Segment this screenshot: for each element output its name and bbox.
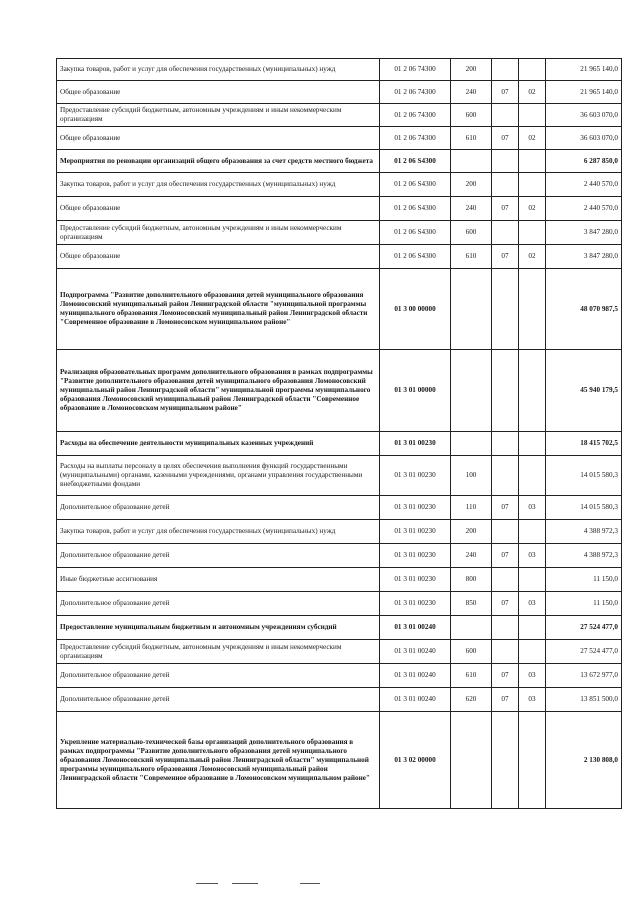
row-name: Закупка товаров, работ и услуг для обеспечения государственных (муниципальных) нужд: [57, 59, 380, 81]
row-subsection: 02: [519, 81, 546, 104]
row-expense-type: 100: [451, 456, 492, 496]
row-subsection: [519, 616, 546, 640]
table-row: [57, 520, 622, 544]
row-section: 07: [492, 544, 519, 568]
table-row: [57, 150, 622, 173]
row-target-code: 01 2 06 74300: [380, 81, 451, 104]
row-target-code: 01 2 06 74300: [380, 104, 451, 127]
row-subsection: 03: [519, 544, 546, 568]
row-target-code: 01 3 01 00230: [380, 456, 451, 496]
row-amount: 11 150,0: [546, 568, 622, 592]
row-amount: 6 287 850,0: [546, 150, 622, 173]
row-expense-type: 200: [451, 59, 492, 81]
row-name: Мероприятия по реновации организаций общего образования за счет средств местного бюджета: [57, 150, 380, 173]
row-amount: 2 130 808,0: [546, 712, 622, 809]
row-target-code: 01 3 01 00230: [380, 520, 451, 544]
row-expense-type: 610: [451, 245, 492, 269]
row-expense-type: 200: [451, 520, 492, 544]
table-row: [57, 568, 622, 592]
row-name: Предоставление субсидий бюджетным, автономным учреждениям и иным некоммерческим организациям: [57, 221, 380, 245]
row-target-code: 01 3 01 00230: [380, 568, 451, 592]
row-expense-type: 600: [451, 221, 492, 245]
row-name: Предоставление муниципальным бюджетным и автономным учреждениям субсидий: [57, 616, 380, 640]
row-subsection: 03: [519, 688, 546, 712]
row-target-code: 01 3 01 00000: [380, 350, 451, 432]
row-subsection: [519, 520, 546, 544]
row-subsection: 03: [519, 592, 546, 616]
row-section: [492, 221, 519, 245]
row-amount: 2 440 570,0: [546, 173, 622, 197]
row-target-code: 01 3 01 00240: [380, 688, 451, 712]
row-expense-type: 800: [451, 568, 492, 592]
footer-mark: [232, 883, 258, 884]
row-name: Расходы на выплаты персоналу в целях обеспечения выполнения функций государственными (муниципальными) органами, казенными учреждениями, органами управления государственными внебюджетными фондами: [57, 456, 380, 496]
row-subsection: [519, 150, 546, 173]
row-amount: 21 965 140,0: [546, 81, 622, 104]
row-amount: 13 672 977,0: [546, 664, 622, 688]
row-section: [492, 269, 519, 350]
row-subsection: [519, 269, 546, 350]
row-section: 07: [492, 197, 519, 221]
row-section: [492, 568, 519, 592]
row-subsection: 02: [519, 127, 546, 150]
table-row: [57, 104, 622, 127]
row-section: 07: [492, 688, 519, 712]
table-row: [57, 616, 622, 640]
row-subsection: [519, 173, 546, 197]
row-section: [492, 616, 519, 640]
row-name: Дополнительное образование детей: [57, 496, 380, 520]
table-row: [57, 127, 622, 150]
row-amount: 18 415 702,5: [546, 432, 622, 456]
row-subsection: [519, 640, 546, 664]
table-row: [57, 197, 622, 221]
row-section: 07: [492, 592, 519, 616]
row-subsection: [519, 456, 546, 496]
row-amount: 11 150,0: [546, 592, 622, 616]
row-section: 07: [492, 81, 519, 104]
row-amount: 2 440 570,0: [546, 197, 622, 221]
row-subsection: [519, 350, 546, 432]
row-expense-type: 600: [451, 640, 492, 664]
table-row: [57, 544, 622, 568]
row-amount: 3 847 280,0: [546, 221, 622, 245]
row-expense-type: [451, 616, 492, 640]
row-name: Общее образование: [57, 197, 380, 221]
row-amount: 14 015 580,3: [546, 496, 622, 520]
row-name: Реализация образовательных программ дополнительного образования в рамках подпрограммы "Развитие дополнительного образования детей муниципального образования Ломоносовский муниципальный район Ленинградской области" муниципальной программы муниципального образования Ломоносовский муниципальный район Ленинградской области "Современное образование в Ломоносовском муниципальном районе": [57, 350, 380, 432]
row-name: Закупка товаров, работ и услуг для обеспечения государственных (муниципальных) нужд: [57, 173, 380, 197]
row-name: Подпрограмма "Развитие дополнительного образования детей муниципального образования Ломоносовский муниципальный район Ленинградской области "муниципальной программы муниципального образования Ломоносовский муниципальный район Ленинградской области "Современное образование в Ломоносовском муниципальном районе": [57, 269, 380, 350]
row-target-code: 01 3 00 00000: [380, 269, 451, 350]
row-name: Расходы на обеспечение деятельности муниципальных казенных учреждений: [57, 432, 380, 456]
budget-table-body: [57, 59, 622, 809]
table-row: [57, 432, 622, 456]
row-expense-type: 600: [451, 104, 492, 127]
row-expense-type: [451, 350, 492, 432]
row-subsection: 03: [519, 664, 546, 688]
row-target-code: 01 3 01 00240: [380, 664, 451, 688]
row-section: 07: [492, 245, 519, 269]
row-target-code: 01 3 01 00230: [380, 432, 451, 456]
row-amount: 3 847 280,0: [546, 245, 622, 269]
row-expense-type: 610: [451, 127, 492, 150]
table-row: [57, 269, 622, 350]
table-row: [57, 59, 622, 81]
row-section: [492, 432, 519, 456]
row-expense-type: 610: [451, 664, 492, 688]
row-subsection: 02: [519, 197, 546, 221]
row-subsection: [519, 59, 546, 81]
row-name: Дополнительное образование детей: [57, 688, 380, 712]
row-expense-type: [451, 712, 492, 809]
row-amount: 36 603 070,0: [546, 127, 622, 150]
row-subsection: [519, 568, 546, 592]
row-section: [492, 640, 519, 664]
row-name: Общее образование: [57, 81, 380, 104]
row-name: Предоставление субсидий бюджетным, автономным учреждениям и иным некоммерческим организациям: [57, 640, 380, 664]
row-target-code: 01 2 06 74300: [380, 127, 451, 150]
row-section: [492, 173, 519, 197]
row-section: [492, 59, 519, 81]
row-section: [492, 456, 519, 496]
table-row: [57, 81, 622, 104]
table-row: [57, 640, 622, 664]
row-expense-type: 110: [451, 496, 492, 520]
row-target-code: 01 3 01 00230: [380, 544, 451, 568]
row-expense-type: 240: [451, 544, 492, 568]
row-target-code: 01 3 01 00240: [380, 640, 451, 664]
row-subsection: 03: [519, 496, 546, 520]
row-amount: 14 015 580,3: [546, 456, 622, 496]
table-row: [57, 456, 622, 496]
row-name: Иные бюджетные ассигнования: [57, 568, 380, 592]
row-name: Общее образование: [57, 245, 380, 269]
table-row: [57, 245, 622, 269]
row-name: Закупка товаров, работ и услуг для обеспечения государственных (муниципальных) нужд: [57, 520, 380, 544]
row-expense-type: 620: [451, 688, 492, 712]
table-row: [57, 688, 622, 712]
table-row: [57, 350, 622, 432]
row-amount: 48 070 987,5: [546, 269, 622, 350]
row-amount: 13 851 500,0: [546, 688, 622, 712]
row-amount: 21 965 140,0: [546, 59, 622, 81]
row-target-code: 01 2 06 S4300: [380, 197, 451, 221]
footer-mark: [196, 883, 218, 884]
row-subsection: [519, 712, 546, 809]
table-row: [57, 496, 622, 520]
table-row: [57, 592, 622, 616]
row-name: Укрепление материально-технической базы организаций дополнительного образования в рамках подпрограммы "Развитие дополнительного образования детей муниципального образования Ломоносовский муниципальный район Ленинградской области" муниципальной программы муниципального образования Ломоносовский муниципальный район Ленинградской области "Современное образование в Ломоносовском муниципальном районе": [57, 712, 380, 809]
row-name: Общее образование: [57, 127, 380, 150]
row-name: Предоставление субсидий бюджетным, автономным учреждениям и иным некоммерческим организациям: [57, 104, 380, 127]
row-section: 07: [492, 664, 519, 688]
row-amount: 45 940 179,5: [546, 350, 622, 432]
row-section: [492, 350, 519, 432]
row-target-code: 01 2 06 S4300: [380, 150, 451, 173]
row-name: Дополнительное образование детей: [57, 592, 380, 616]
budget-table: [56, 58, 622, 809]
row-target-code: 01 2 06 S4300: [380, 221, 451, 245]
row-amount: 27 524 477,0: [546, 640, 622, 664]
footer-mark: [300, 883, 320, 884]
row-section: 07: [492, 127, 519, 150]
row-expense-type: 240: [451, 197, 492, 221]
row-target-code: 01 2 06 S4300: [380, 173, 451, 197]
row-target-code: 01 3 01 00230: [380, 496, 451, 520]
row-name: Дополнительное образование детей: [57, 664, 380, 688]
row-target-code: 01 3 01 00230: [380, 592, 451, 616]
row-target-code: 01 2 06 S4300: [380, 245, 451, 269]
table-row: [57, 712, 622, 809]
row-amount: 27 524 477,0: [546, 616, 622, 640]
row-amount: 4 388 972,3: [546, 544, 622, 568]
table-row: [57, 221, 622, 245]
row-section: [492, 104, 519, 127]
row-name: Дополнительное образование детей: [57, 544, 380, 568]
table-row: [57, 173, 622, 197]
row-expense-type: 850: [451, 592, 492, 616]
row-target-code: 01 3 01 00240: [380, 616, 451, 640]
row-subsection: 02: [519, 245, 546, 269]
row-expense-type: [451, 269, 492, 350]
table-row: [57, 664, 622, 688]
row-section: [492, 712, 519, 809]
row-subsection: [519, 221, 546, 245]
row-expense-type: 200: [451, 173, 492, 197]
row-target-code: 01 3 02 00000: [380, 712, 451, 809]
row-expense-type: [451, 150, 492, 173]
row-expense-type: 240: [451, 81, 492, 104]
row-subsection: [519, 432, 546, 456]
row-section: [492, 150, 519, 173]
row-amount: 36 603 070,0: [546, 104, 622, 127]
row-amount: 4 388 972,3: [546, 520, 622, 544]
row-section: [492, 520, 519, 544]
row-expense-type: [451, 432, 492, 456]
row-target-code: 01 2 06 74300: [380, 59, 451, 81]
row-subsection: [519, 104, 546, 127]
row-section: 07: [492, 496, 519, 520]
